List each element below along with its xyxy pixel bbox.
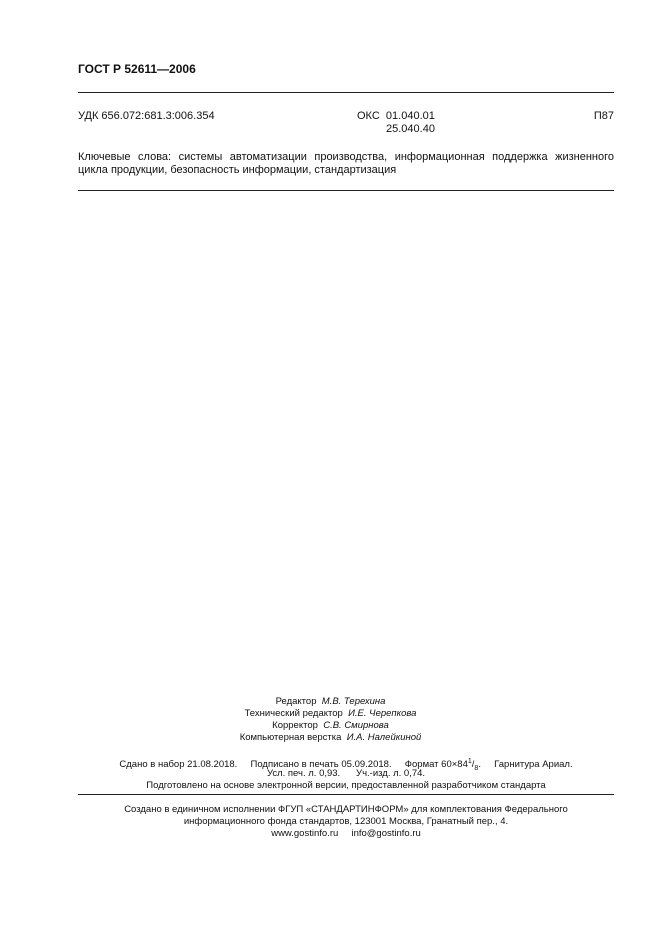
publisher-contacts [78,828,614,840]
email-link[interactable]: info@gostinfo.ru [351,828,421,839]
editor-label: Редактор [275,696,317,707]
layout-label: Компьютерная верстка [239,732,342,743]
keywords: Ключевые слова: системы автоматизации производства, информационная поддержка жизненного цикла продукции, безопасность информации, стандартизация [78,151,614,176]
oks-label: ОКС [357,110,380,122]
oks-block [357,110,435,136]
keywords-divider [78,190,614,191]
publisher-line-2: информационного фонда стандартов, 123001 Москва, Гранатный пер., 4. [183,816,509,827]
format-denominator: 8 [474,765,479,773]
tech-editor-name: И.Е. Черепкова [348,708,417,719]
editor-name: М.В. Терехина [321,696,386,707]
print-sheets: Усл. печ. л. 0,93. [266,768,341,779]
format-suffix: . [478,759,481,771]
typeface: Гарнитура Ариал. [494,759,573,771]
standard-number: ГОСТ Р 52611—2006 [78,62,196,76]
classification-group: П87 [593,110,614,122]
publisher-line-1: Создано в единичном исполнении ФГУП «СТАНДАРТИНФОРМ» для комплектования Федерального [124,804,568,815]
publisher-divider [78,794,614,795]
proofreader-line [100,720,561,732]
tech-editor-label: Технический редактор [244,708,343,719]
prepared-note: Подготовлено на основе электронной версии, предоставленной разработчиком стандарта [146,780,546,791]
format: Формат $60\times 84^1/_8$. [404,758,481,773]
editor-line [100,696,561,708]
layout-line [100,732,561,744]
header-divider [78,92,614,93]
proofreader-label: Корректор [272,720,318,731]
website-link[interactable]: www.gostinfo.ru [271,828,339,839]
typeset-date: Сдано в набор 21.08.2018. [119,759,238,771]
layout-name: И.А. Налейкиной [346,732,422,743]
format-prefix: Формат 60×84 [404,759,468,771]
format-numerator: 1 [467,758,472,765]
oks-code-2: 25.040.40 [386,123,435,135]
proofreader-name: С.В. Смирнова [323,720,389,731]
oks-code-1: 01.040.01 [385,110,435,122]
tech-editor-line [100,708,561,720]
udc-code: УДК 656.072:681.3:006.354 [78,110,215,122]
print-info-line-2 [78,768,614,780]
signed-date: Подписано в печать 05.09.2018. [250,759,392,771]
publishing-sheets: Уч.-изд. л. 0,74. [356,768,426,779]
